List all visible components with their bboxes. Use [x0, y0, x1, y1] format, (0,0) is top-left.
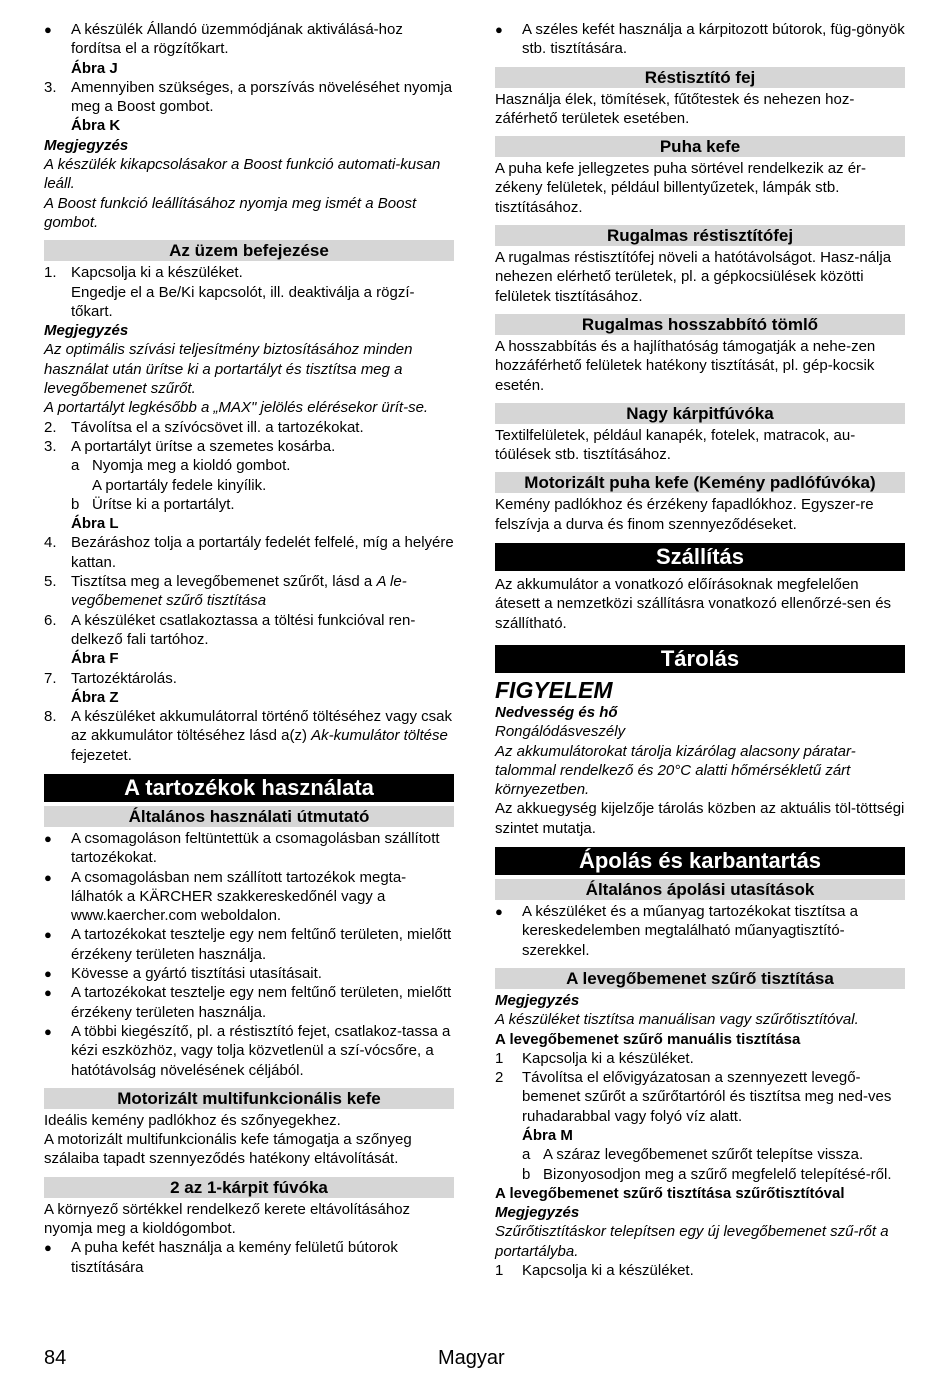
bullet-icon: ●	[44, 869, 52, 885]
subheading-filter-cleaning: A levegőbemenet szűrő tisztítása	[495, 968, 905, 989]
list-item: ● A többi kiegészítő, pl. a réstisztító fejet, csatlakoz-tassa a kézi eszközhöz, vagy tolja közvetlenül a szí-vócsőre, a hatótávolság növelésének céljából.	[44, 1022, 451, 1079]
note-title: Megjegyzés	[44, 322, 129, 340]
list-subtext: A portartály fedele kinyílik.	[92, 476, 267, 494]
paragraph: Textilfelületek, például kanapék, fotelek, matracok, au-tóülések stb. tisztításához.	[495, 426, 856, 464]
subheading-end-of-operation: Az üzem befejezése	[44, 240, 454, 261]
subheading-flexible-hose: Rugalmas hosszabbító tömlő	[495, 314, 905, 335]
cross-reference-link[interactable]: Ak-kumulátor töltése	[311, 727, 448, 745]
subheading-general-care: Általános ápolási utasítások	[495, 879, 905, 900]
bullet-icon: ●	[44, 1240, 52, 1256]
bullet-icon: ●	[44, 830, 52, 846]
warning-subtitle: Nedvesség és hő	[495, 703, 618, 721]
bullet-icon: ●	[44, 22, 52, 37]
warning-text: Az akkumulátorokat tárolja kizárólag alacsony páratar-talommal rendelkező és 20°C alatti hőmérsékletű zárt környezetben.	[495, 742, 856, 799]
list-item: 1 Kapcsolja ki a készüléket.	[495, 1049, 694, 1067]
paragraph: Az akkumulátor a vonatkozó előírásoknak megfelelően átesett a nemzetközi szállításra vonatkozó ellenőrzé-sen és szállítható.	[495, 576, 892, 632]
note-text: A Boost funkció leállításához nyomja meg ismét a Boost gombot.	[44, 194, 417, 231]
subheading-general-usage: Általános használati útmutató	[44, 806, 454, 827]
list-item: ● A készülék Állandó üzemmódjának aktiválásá-hoz fordítsa el a rögzítőkart.	[44, 21, 403, 58]
right-column	[495, 20, 905, 1280]
list-item: 6. A készüléket csatlakoztassa a töltési funkcióval ren-delkező fali tartóhoz.	[44, 611, 416, 648]
note-text: A készülék kikapcsolásakor a Boost funkció automati-kusan leáll.	[44, 156, 441, 193]
list-item: 2. Távolítsa el a szívócsövet ill. a tartozékokat.	[44, 418, 364, 436]
subheading-large-upholstery: Nagy kárpitfúvóka	[495, 403, 905, 424]
figure-ref: Ábra K	[71, 117, 121, 135]
subheading-motorized-multi-brush: Motorizált multifunkcionális kefe	[44, 1088, 454, 1109]
list-item: 1. Kapcsolja ki a készüléket.	[44, 264, 243, 282]
list-item: ● A csomagolásban nem szállított tartozékok megta-lálhatók a KÄRCHER szakkereskedőnél vagy a www.kaercher.com weboldalon.	[44, 868, 407, 925]
list-item: ● A készüléket és a műanyag tartozékokat tisztítsa a kereskedelemben megtalálható műanyagtisztító-szerekkel.	[495, 903, 859, 959]
note-text: A portartályt legkésőbb a „MAX" jelölés elérésekor ürít-se.	[44, 399, 429, 417]
paragraph: A motorizált multifunkcionális kefe támogatja a szőnyeg szálaiba tapadt szennyeződés hatékony eltávolítását.	[44, 1131, 412, 1168]
sub-list-item: b Ürítse ki a portartályt.	[71, 495, 235, 513]
subheading-crevice-tool: Réstisztító fej	[495, 67, 905, 88]
paragraph: Ideális kemény padlókhoz és szőnyegekhez.	[44, 1111, 341, 1129]
list-item: 3. Amennyiben szükséges, a porszívás növeléséhet nyomja meg a Boost gombot.	[44, 78, 453, 116]
list-subtext: Engedje el a Be/Ki kapcsolót, ill. deaktiválja a rögzí-tőkart.	[71, 283, 415, 320]
list-item: 2 Távolítsa el elővigyázatosan a szennyezett levegő-bemenet szűrőt a szűrőtartóról és tisztítsa meg ned-ves ruhadarabbal vagy folyó víz alatt.	[495, 1069, 892, 1125]
section-heading-storage: Tárolás	[495, 645, 905, 673]
note-text: Az optimális szívási teljesítmény biztosításához minden használat után ürítse ki a portartályt és tisztítsa meg a levegőbemenet szűrőt.	[44, 341, 413, 398]
list-item: ● A puha kefét használja a kemény felületű bútorok tisztítására	[44, 1239, 398, 1276]
list-item: ● A csomagoláson feltüntettük a csomagolásban szállított tartozékokat.	[44, 829, 440, 867]
note-title: Megjegyzés	[495, 991, 580, 1009]
subheading-flexible-crevice: Rugalmas réstisztítófej	[495, 225, 905, 246]
paragraph: Kemény padlókhoz és érzékeny fapadlókhoz. Egyszer-re felszívja a durva és finom szennyeződéseket.	[495, 496, 874, 533]
footer-language: Magyar	[438, 1347, 505, 1369]
bullet-icon: ●	[44, 966, 52, 982]
note-text: A készüléket tisztítsa manuálisan vagy szűrőtisztítóval.	[495, 1011, 859, 1029]
procedure-title: A levegőbemenet szűrő tisztítása szűrőtisztítóval	[495, 1184, 845, 1202]
note-title: Megjegyzés	[495, 1204, 580, 1222]
note-text: Szűrőtisztításkor telepítsen egy új levegőbemenet szű-rőt a portartályba.	[495, 1223, 889, 1260]
bullet-icon: ●	[44, 927, 52, 943]
bullet-icon: ●	[44, 985, 52, 1001]
bullet-icon: ●	[44, 1023, 52, 1039]
paragraph: Az akkuegység kijelzője tárolás közben az aktuális töl-töttségi szintet mutatja.	[495, 800, 905, 837]
note-title: Megjegyzés	[44, 136, 129, 154]
subheading-2in1-upholstery: 2 az 1-kárpit fúvóka	[44, 1177, 454, 1198]
bullet-icon: ●	[495, 22, 503, 37]
subheading-motorized-soft-brush: Motorizált puha kefe (Kemény padlófúvóka)	[495, 472, 905, 493]
page-number: 84	[44, 1347, 67, 1369]
figure-ref: Ábra Z	[71, 688, 119, 706]
list-item: 5. Tisztítsa meg a levegőbemenet szűrőt, lásd a A le-vegőbemenet szűrő tisztítása	[44, 573, 407, 610]
paragraph: Használja élek, tömítések, fűtőtestek és nehezen hoz-záférhető területek esetében.	[495, 90, 855, 127]
left-column	[44, 20, 454, 1277]
figure-ref: Ábra J	[71, 59, 118, 77]
paragraph: A környező sörtékkel rendelkező kerete eltávolításához nyomja meg a kioldógombot.	[44, 1200, 411, 1238]
procedure-title: A levegőbemenet szűrő manuális tisztítása	[495, 1030, 801, 1048]
paragraph: A rugalmas réstisztítófej növeli a hatótávolságot. Hasz-nálja nehezen elérhető területek, pl. a gépkocsiülések közötti felületek tisztításához.	[495, 249, 892, 305]
paragraph: A hosszabbítás és a hajlíthatóság támogatják a nehe-zen hozzáférhető felületek hatékony tisztítását, pl. gép-kocsik esetén.	[495, 337, 876, 394]
warning-title: FIGYELEM	[495, 676, 613, 703]
figure-ref: Ábra F	[71, 650, 119, 668]
cross-reference-link[interactable]: A le-vegőbemenet szűrő tisztítása	[71, 573, 407, 610]
section-heading-transport: Szállítás	[495, 543, 905, 571]
figure-ref: Ábra L	[71, 515, 119, 533]
figure-ref: Ábra M	[522, 1126, 573, 1144]
section-heading-accessories: A tartozékok használata	[44, 774, 454, 802]
list-item: 1 Kapcsolja ki a készüléket.	[495, 1262, 694, 1280]
list-item: ● A széles kefét használja a kárpitozott bútorok, füg-gönyök stb. tisztítására.	[495, 21, 905, 58]
list-item: 7. Tartozéktárolás.	[44, 669, 177, 687]
bullet-icon: ●	[495, 904, 503, 920]
warning-risk: Rongálódásveszély	[495, 723, 626, 741]
list-item: ● A tartozékokat tesztelje egy nem feltűnő területen, mielőtt érzékeny területen használja.	[44, 926, 452, 963]
list-item: ● Kövesse a gyártó tisztítási utasításait.	[44, 965, 322, 983]
section-heading-care: Ápolás és karbantartás	[495, 847, 905, 875]
sub-list-item: a A száraz levegőbemenet szűrőt telepítse vissza.	[522, 1146, 864, 1164]
sub-list-item: a Nyomja meg a kioldó gombot.	[71, 457, 291, 475]
list-item: 8. A készüléket akkumulátorral történő töltéséhez vagy csak az akkumulátor töltéséhez lásd a(z) Ak-kumulátor töltése fejezetet.	[44, 708, 453, 764]
list-item: 3. A portartályt ürítse a szemetes kosárba.	[44, 437, 336, 455]
paragraph: A puha kefe jellegzetes puha sörtével rendelkezik az ér-zékeny felületek, például billentyűzetek, lámpák stb. tisztításához.	[495, 160, 867, 216]
list-item: ● A tartozékokat tesztelje egy nem feltűnő területen, mielőtt érzékeny területen használja.	[44, 984, 452, 1021]
subheading-soft-brush: Puha kefe	[495, 136, 905, 157]
sub-list-item: b Bizonyosodjon meg a szűrő megfelelő telepítésé-ről.	[522, 1165, 892, 1183]
list-item: 4. Bezáráshoz tolja a portartály fedelét felfelé, míg a helyére kattan.	[44, 534, 454, 571]
